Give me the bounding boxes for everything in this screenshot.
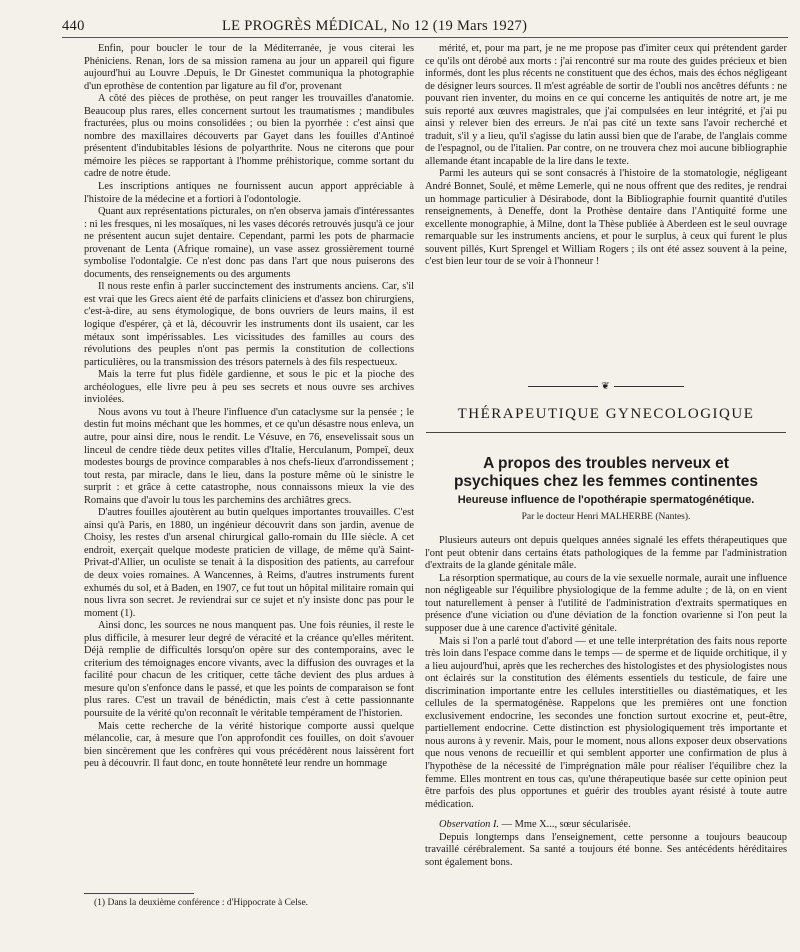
page-header — [62, 14, 788, 36]
article-subtitle: Heureuse influence de l'opothérapie spermatogénétique. — [457, 494, 755, 507]
paragraph: Les inscriptions antiques ne fournissent aucun apport appréciable à l'histoire de la médecine et a fortiori à l'odontologie. — [84, 181, 414, 205]
paragraph: mérité, et, pour ma part, je ne me propose pas d'imiter ceux qui prétendent garder ce qu'ils ont dérobé aux morts : j'ai rencontré sur ma route des guides précieux et bien informés, dont les plus récents ne constituent que des échos, mais des échos négligeant de désigner leurs sources. Il m'est agréable de sortir de l'oubli nos ancêtres défunts : ne pouvant rien inventer, du moins en ce qui concerne les antiquités de notre art, je me suis reporté aux œuvres magistrales, que j'ai compulsées en leur intégrité, et j'ai pu ainsi y relever bien des erreurs. Je n'ai pas cité un texte sans l'avoir recherché et traduit, s'il y a lieu, qu'il s'agisse du latin aussi bien que de l'arabe, de l'anglais comme de l'espagnol, ou de l'italien. Par contre, on ne trouvera chez moi aucune bibliographie allemande étant incapable de la lire dans le texte. — [425, 43, 787, 167]
paragraph: Ainsi donc, les sources ne nous manquent pas. Une fois réunies, il reste le plus difficile, à mesurer leur degré de véracité et la créance qu'elles méritent. Déjà remplie de difficultés lorsqu'on opère sur des contemporains, avec le criterium des témoignages encore vivants, avec la diffusion des ouvrages et la facilité pour chacun de les critiquer, cette tâche devient des plus ardues à mesure qu'on s'enfonce dans le passé, et que les points de comparaison se font plus rares. C'est un travail de bénédictin, mais c'est à cette passionnante poursuite de la vérité qu'on reconnaît le véritable tempérament de l'historien. — [84, 620, 414, 719]
section-heading: THÉRAPEUTIQUE GYNECOLOGIQUE — [457, 405, 755, 422]
page-number: 440 — [62, 18, 85, 34]
article-title-line-2: psychiques chez les femmes continentes — [453, 473, 759, 491]
section-divider-ornament: ❦ — [425, 381, 787, 394]
paragraph: Mais la terre fut plus fidèle gardienne, et sous le pic et la pioche des archéologues, elle livre peu à peu ses secrets et nous ouvre ses archives inviolées. — [84, 369, 414, 406]
paragraph: Mais si l'on a parlé tout d'abord — et une telle interprétation des faits nous reporte très loin dans l'espace comme dans le temps — de sperme et de liquide orchitique, il y a lieu aujourd'hui, après que les recherches des histologistes et des physiologistes nous ont éclairés sur la constitution des éléments essentiels du testicule, de faire une discrimination importante entre les cellules interstitielles ou diastématiques, et les cellules de la spermatogénèse. Rappelons que les premières ont une fonction exclusivement endocrine, les secondes une fonction surtout exocrine et, peut-être, partiellement endocrine. Cette distinction est physiologiquement très importante et nous aurons à y revenir. Mais, pour le moment, nous allons exposer deux observations que nous venons de recueillir et qui semblent apporter une confirmation de plus à l'hypothèse de la nécessité de l'imprégnation mâle pour réaliser l'équilibre chez la femme. Elles montrent en tous cas, qu'une thérapeutique basée sur cette opinion peut être parfois des plus opportunes et guérir des troubles ayant résisté à toute autre médication. — [425, 635, 787, 810]
paragraph: Mais cette recherche de la vérité historique comporte aussi quelque mélancolie, car, à mesure que l'on approfondit ces fouilles, on doit s'avouer bien sincèrement que les confrères qui vous précédèrent nous laissèrent fort peu à découvrir. Il faut donc, en toute honnêteté leur rendre un hommage — [84, 720, 414, 770]
left-column — [84, 43, 414, 893]
paragraph: Enfin, pour boucler le tour de la Méditerranée, je vous citerai les Phéniciens. Renan, lors de sa mission ramena au jour un appareil qui figure aujourd'hui au Louvre .Depuis, le Dr Ginestet communiqua la photographie d'un eprothèse de contention par ligature au fil d'or, provenant — [84, 43, 414, 92]
header-rule — [62, 37, 788, 38]
observation-label: Observation I. — [439, 819, 500, 831]
paragraph: Depuis longtemps dans l'enseignement, cette personne a toujours beaucoup travaillé cérébralement. Sa santé a toujours été bonne. Ses antécédents héréditaires sont également bons. — [425, 831, 787, 868]
paragraph: Nous avons vu tout à l'heure l'influence d'un cataclysme sur la pensée ; le destin fut moins méchant que les hommes, et ce qu'un désastre nous enleva, un autre, pour ainsi dire, nous le rendit. Le Vésuve, en 76, ensevelissait sous un linceul de cendre tiède deux petites villes d'Italie, Herculanum, Pompeï, deux modestes bourgs de province comparables à nos chefs-lieux d'arrondissement ; tout resta, par miracle, dans le lieu, dans la posture même où le sinistre le surprit : et grâce à cette catastrophe, nous connaissons mieux la vie des Romains que d'avoir lu tous les parchemins des archiâtres grecs. — [84, 406, 414, 506]
section-rule — [426, 432, 786, 433]
paragraph: A côté des pièces de prothèse, on peut ranger les trouvailles d'anatomie. Beaucoup plus rares, elles concernent surtout les traumatismes ; mandibules fracturées, plus ou moins consolidées ; ou bien la pyorrhée : c'est ainsi que nombre des maxillaires découverts par Gayet dans les fouilles d'Antinoé présentent d'indubitables lésions de polyarthrite. Nous ne citerons que pour mémoire les pièces se rapportant à l'homme préhistorique, comme sortant du cadre de notre étude. — [84, 93, 414, 180]
footnote-rule — [84, 893, 194, 894]
article-body — [425, 535, 787, 869]
paragraph: La résorption spermatique, au cours de la vie sexuelle normale, aurait une influence non négligeable sur l'équilibre physiologique de la femme adulte ; de là, on en vient tout naturellement à penser à l'utilité de l'administration d'extraits spermatiques en présence d'une viciation ou d'une déviation de la fonction ovarienne si l'on peut la supposer due à une carence d'activité génitale. — [425, 572, 787, 635]
paragraph: Parmi les auteurs qui se sont consacrés à l'histoire de la stomatologie, négligeant André Bonnet, Soulé, et même Lemerle, qui ne nous offrent que des redites, je rendrai un hommage particulier à Désirabode, dont la Bibliographie fournit quantité d'utiles renseignements, à Deneffe, dont la Prothèse dentaire dans l'Antiquité forme une excellente monographie, à Milne, dont la Thèse publiée à Aberdeen est le seul ouvrage remarquable sur les instruments anciens, et pour le surplus, à ceux qui furent le plus souvent pillés, Kurt Sprengel et William Rogers ; ils ont été assez souvent à la peine, c'est bien leur tour de se voir à l'honneur ! — [425, 168, 787, 268]
paragraph: Plusieurs auteurs ont depuis quelques années signalé les effets thérapeutiques que l'ont peut obtenir dans certains états pathologiques de la femme par l'administration d'extraits de la glande génitale mâle. — [425, 535, 787, 572]
right-column — [425, 43, 787, 869]
observation-subject: — Mme X..., sœur sécularisée. — [499, 819, 631, 831]
article-byline: Par le docteur Henri MALHERBE (Nantes). — [521, 511, 691, 522]
continued-text — [425, 43, 787, 373]
observation-heading — [425, 819, 787, 832]
paragraph: Quant aux représentations picturales, on n'en observa jamais d'intéressantes : ni les fresques, ni les mosaïques, ni les vases décorés retrouvés jusqu'à ce jour ne présentent aucun sujet dentaire. Cependant, parmi les pots de pharmacie provenant de Lenta (Afrique romaine), un vase assez grossièrement tourné symbolise l'odontalgie. Ce n'est donc pas dans l'art que nous puiserons des documents, des renseignements ou des arguments — [84, 206, 414, 280]
article-title-line-1: A propos des troubles nerveux et — [483, 455, 729, 473]
paragraph: Il nous reste enfin à parler succinctement des instruments anciens. Car, s'il est vrai que les Grecs aient été de parfaits cliniciens et d'assez bon chirurgiens, c'est-à-dire, au sens étymologique, de bons ouvriers de leurs mains, il est logique d'espérer, çà et là, découvrir les instruments dont ils usaient, car les métaux sont impérissables. Les vicissitudes des familles au cours des révolutions des peuples n'ont pas permis la constitution de collections particulières, ou la transmission des trésors paternels à des fils respectueux. — [84, 281, 414, 368]
journal-title: LE PROGRÈS MÉDICAL, No 12 (19 Mars 1927) — [222, 18, 528, 34]
paragraph: D'autres fouilles ajoutèrent au butin quelques importantes trouvailles. C'est ainsi qu'à Paris, en 1880, un ingénieur découvrit dans son jardin, avenue de Choisy, les restes d'un arsenal chirurgical gallo-romain du IIIe siècle. A cet endroit, exerçait quelque modeste praticien de village, de même qu'à Saint-Privat-d'Allier, un oculiste se tenait à la disposition des patients, au carrefour de deux voies romaines. A Wancennes, à Reims, d'autres instruments furent exhumés du sol, et à Baden, en 1907, ce fut tout un hôpital militaire romain qui nous livra son secret. Je reviendrai sur ce sujet et n'y insiste donc pas pour le moment (1). — [84, 507, 414, 619]
footnote: (1) Dans la deuxième conférence : d'Hippocrate à Celse. — [94, 898, 309, 908]
